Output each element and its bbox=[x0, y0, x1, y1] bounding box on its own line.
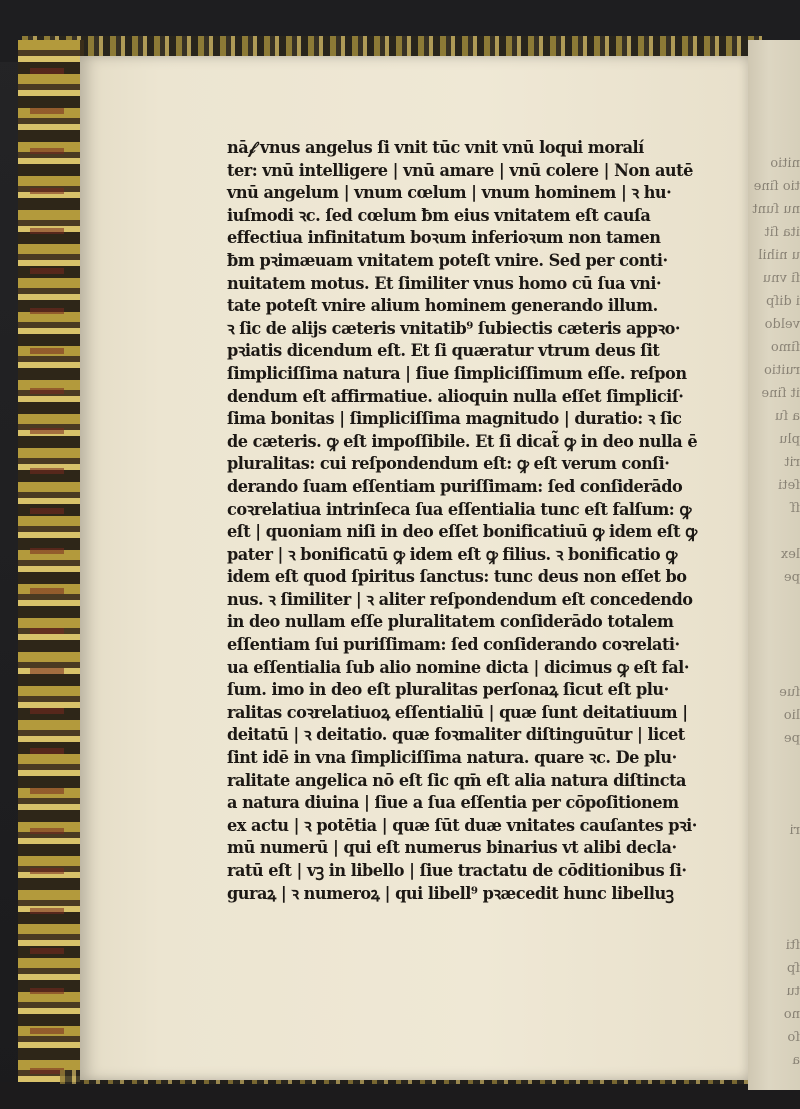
facing-page-line bbox=[752, 658, 800, 681]
facing-page-line: ſti bbox=[785, 938, 800, 953]
text-line: ſimpliciſſima natura | ſiue ſimpliciſſimum eſſe. reſpon bbox=[227, 363, 687, 383]
facing-page-line: tio ſine bbox=[753, 179, 800, 194]
facing-page-line: pe bbox=[783, 731, 800, 746]
binding-top-ornament bbox=[22, 36, 762, 56]
text-line: guraꝝ | ꝛ numeroꝝ | qui libell⁹ pꝛæcedit hunc libelluꝫ bbox=[227, 883, 674, 903]
facing-page-line: lio bbox=[783, 708, 800, 723]
text-line: a natura diuina | ſiue a ſua eſſentia per cōpoſitionem bbox=[227, 793, 679, 813]
text-line: ralitate angelica nō eſt ſic qm̄ eſt alia natura diſtincta bbox=[227, 770, 687, 790]
text-line: vnū angelum | vnum cœlum | vnum hominem | ꝛ hu· bbox=[227, 183, 672, 203]
facing-page-line bbox=[752, 773, 800, 796]
facing-page-line: ſo bbox=[787, 1030, 800, 1045]
text-line: ꝛ ſic de alijs cæteris vnitatib⁹ ſubiectis cæteris appꝛo· bbox=[227, 318, 680, 338]
facing-page-line: tu bbox=[786, 984, 800, 999]
facing-page-line: veldo bbox=[764, 317, 800, 332]
facing-page-line: u nihil bbox=[758, 248, 800, 263]
facing-page-line: a ſu bbox=[774, 409, 800, 424]
text-line: effectiua infinitatum boꝛum inferioꝛum non tamen bbox=[227, 228, 661, 248]
facing-page-line bbox=[752, 842, 800, 865]
text-line: pater | ꝛ bonificatū ꝙ idem eſt ꝙ filius. ꝛ bonificatio ꝙ bbox=[227, 544, 677, 564]
facing-page-line: ruitio bbox=[764, 363, 800, 378]
text-line: ſint idē in vna ſimpliciſſima natura. quare ꝛc. De plu· bbox=[227, 748, 677, 768]
text-line: mū numerū | qui eſt numerus binarius vt alibi decla· bbox=[227, 838, 677, 858]
facing-page-line bbox=[752, 750, 800, 773]
facing-page-line: pe bbox=[783, 570, 800, 585]
facing-page-line: rit bbox=[784, 455, 800, 470]
facing-page-line: ſp bbox=[786, 961, 800, 976]
text-line: deitatū | ꝛ deitatio. quæ foꝛmaliter diſtinguūtur | licet bbox=[227, 725, 685, 745]
text-line: coꝛrelatiua intrinſeca ſua eſſentialia tunc eſt falſum: ꝙ bbox=[227, 499, 691, 519]
facing-page-line: ſi vnu bbox=[762, 271, 800, 286]
facing-page-line bbox=[752, 589, 800, 612]
facing-page-line: plu bbox=[779, 432, 800, 447]
text-line: ƀm pꝛimæuam vnitatem poteſt vnire. Sed per conti· bbox=[227, 250, 668, 270]
facing-page-line: lex bbox=[780, 547, 800, 562]
text-line: tate poteſt vnire alium hominem generando illum. bbox=[227, 296, 658, 316]
text-line: nuitatem motus. Et ſimiliter vnus homo cū ſua vni· bbox=[227, 273, 662, 293]
facing-page-line: no bbox=[783, 1007, 800, 1022]
facing-page-line: a bbox=[792, 1053, 800, 1068]
facing-page-line bbox=[752, 888, 800, 911]
binding-left-floral-pattern bbox=[30, 50, 64, 1075]
facing-page-line bbox=[752, 612, 800, 635]
facing-page-line: ri bbox=[789, 823, 800, 838]
facing-page-line: ſeti bbox=[778, 478, 800, 493]
text-line: ratū eſt | vꝫ in libello | ſiue tractatu de cōditionibus ſi· bbox=[227, 861, 687, 880]
text-line: iuſmodi ꝛc. ſed cœlum ƀm eius vnitatem eſt cauſa bbox=[227, 205, 651, 225]
text-line: ralitas coꝛrelatiuoꝝ eſſentialiū | quæ ſunt deitatiuum | bbox=[227, 702, 688, 722]
facing-page-line: ſſ bbox=[790, 501, 800, 516]
text-line: nus. ꝛ ſimiliter | ꝛ aliter reſpondendum eſt concedendo bbox=[227, 589, 693, 609]
facing-page-line: i diſp bbox=[766, 294, 800, 309]
text-line: derando ſuam eſſentiam puriſſimam: ſed conſiderādo bbox=[227, 476, 683, 496]
text-line: ſum. imo in deo eſt pluralitas perſonaꝝ ſicut eſt plu· bbox=[227, 680, 669, 700]
facing-page-line: it ſine bbox=[761, 386, 800, 401]
text-line: eſſentiam ſui puriſſimam: ſed conſiderando coꝛrelati· bbox=[227, 635, 680, 655]
facing-page-line bbox=[752, 520, 800, 543]
facing-page-line: ita ſit bbox=[764, 225, 800, 240]
text-line: ter: vnū intelligere | vnū amare | vnū colere | Non autē bbox=[227, 160, 693, 180]
facing-page-edge bbox=[748, 40, 800, 1090]
facing-page-line bbox=[752, 635, 800, 658]
text-line: ex actu | ꝛ potētia | quæ ſūt duæ vnitates cauſantes pꝛi· bbox=[227, 815, 697, 835]
facing-page-line bbox=[752, 796, 800, 819]
text-line: ua eſſentialia ſub alio nomine dicta | dicimus ꝙ eſt fal· bbox=[227, 657, 689, 677]
binding-bottom-edge bbox=[0, 1082, 800, 1109]
text-line: eſt | quoniam niſi in deo eſſet bonificatiuū ꝙ idem eſt ꝙ bbox=[227, 522, 697, 542]
page-text-block bbox=[227, 137, 737, 905]
text-line: ſima bonitas | ſimpliciſſima magnitudo | duratio: ꝛ ſic bbox=[227, 409, 682, 429]
text-line: in deo nullam eſſe pluralitatem conſiderādo totalem bbox=[227, 612, 674, 632]
facing-page-line: ſimo bbox=[770, 340, 800, 355]
facing-page-line: nitio bbox=[770, 156, 800, 171]
facing-page-line: nu ſunt bbox=[752, 202, 800, 217]
facing-page-bleed-text bbox=[748, 152, 800, 1072]
facing-page-line bbox=[752, 865, 800, 888]
facing-page-line: ſue bbox=[779, 685, 800, 700]
text-line: pꝛiatis dicendum eſt. Et ſi quæratur vtrum deus ſit bbox=[227, 341, 660, 361]
text-line: idem eſt quod ſpiritus ſanctus: tunc deus non eſſet bo bbox=[227, 567, 687, 587]
text-line: pluralitas: cui reſpondendum eſt: ꝙ eſt verum conſi· bbox=[227, 454, 670, 474]
text-line: dendum eſt affirmatiue. alioquin nulla eſſet ſimpliciſ· bbox=[227, 386, 684, 406]
text-line: nā𝒻 vnus angelus ſi vnit tūc vnit vnū loqui moralí bbox=[227, 138, 644, 157]
text-line: de cæteris. ꝙ eſt impoſſibile. Et ſi dicat̃ ꝙ in deo nulla ē bbox=[227, 431, 698, 451]
facing-page-line bbox=[752, 911, 800, 934]
